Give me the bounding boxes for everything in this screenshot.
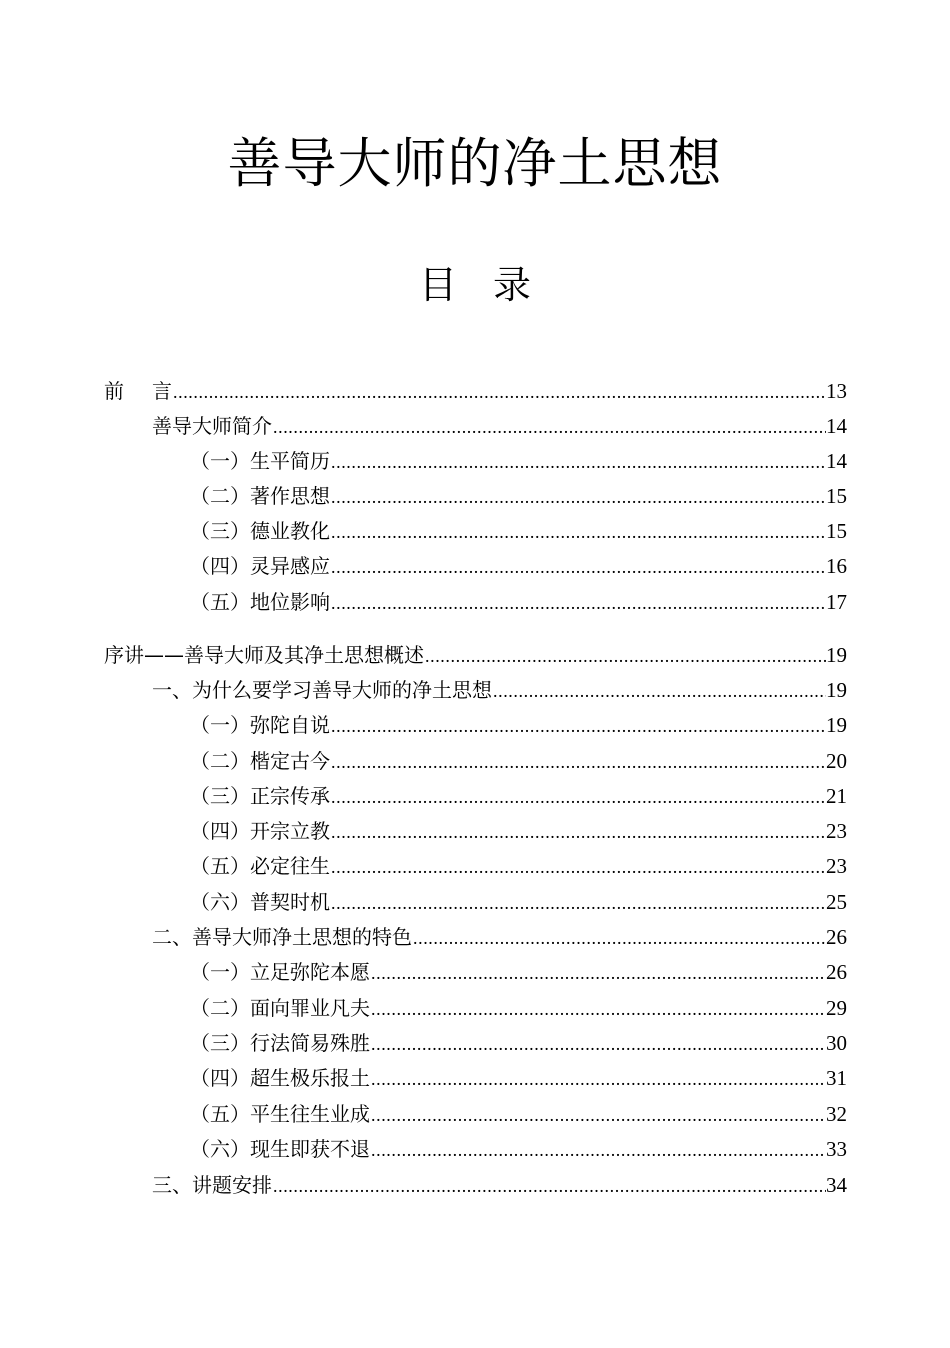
toc-entry-label: （五）平生往生业成 [190, 1102, 370, 1126]
toc-entry-page: 33 [826, 1137, 847, 1161]
toc-entry-page: 14 [826, 414, 847, 438]
toc-heading-char-1: 目 [418, 263, 457, 307]
toc-dot-leader [331, 749, 826, 775]
toc-entry-label: （五）必定往生 [190, 854, 330, 878]
toc-dot-leader [371, 1066, 826, 1092]
toc-entry[interactable] [104, 377, 847, 405]
toc-entry-page: 14 [826, 449, 847, 473]
toc-entry-label: 前 言 [104, 379, 172, 403]
toc-entry-label: 三、讲题安排 [152, 1173, 272, 1197]
toc-entry[interactable] [190, 994, 847, 1022]
toc-entry[interactable] [190, 447, 847, 475]
toc-entry-page: 13 [826, 379, 847, 403]
toc-entry-label: （四）开宗立教 [190, 819, 330, 843]
toc-entry-page: 34 [826, 1173, 847, 1197]
toc-entry[interactable] [190, 1064, 847, 1092]
toc-entry-label: 二、善导大师净土思想的特色 [152, 925, 412, 949]
toc-entry[interactable] [190, 1029, 847, 1057]
toc-entry[interactable] [190, 852, 847, 880]
toc-entry[interactable] [152, 412, 847, 440]
toc-entry-label: 善导大师简介 [152, 414, 272, 438]
toc-dot-leader [413, 925, 826, 951]
toc-entry-label: （二）面向罪业凡夫 [190, 996, 370, 1020]
toc-entry[interactable] [190, 782, 847, 810]
toc-entry-label: （四）灵异感应 [190, 554, 330, 578]
toc-dot-leader [331, 519, 826, 545]
document-title: 善导大师的净土思想 [227, 132, 723, 195]
toc-entry[interactable] [104, 641, 847, 669]
toc-dot-leader [331, 713, 826, 739]
toc-entry[interactable] [190, 1100, 847, 1128]
toc-entry-page: 15 [826, 519, 847, 543]
toc-entry-label: 一、为什么要学习善导大师的净土思想 [152, 678, 492, 702]
toc-entry[interactable] [190, 517, 847, 545]
toc-entry[interactable] [152, 1171, 847, 1199]
toc-entry-label: （二）著作思想 [190, 484, 330, 508]
toc-entry[interactable] [190, 482, 847, 510]
toc-entry-page: 21 [826, 784, 847, 808]
toc-entry-page: 20 [826, 749, 847, 773]
toc-entry-page: 32 [826, 1102, 847, 1126]
toc-entry[interactable] [190, 888, 847, 916]
toc-entry-page: 25 [826, 890, 847, 914]
toc-dot-leader [493, 678, 826, 704]
toc-entry-label: （四）超生极乐报土 [190, 1066, 370, 1090]
toc-dot-leader [331, 819, 826, 845]
toc-entry[interactable] [190, 552, 847, 580]
toc-entry[interactable] [190, 747, 847, 775]
toc-entry-page: 23 [826, 819, 847, 843]
toc-entry[interactable] [152, 923, 847, 951]
toc-entry-page: 19 [826, 713, 847, 737]
toc-entry-label: （三）正宗传承 [190, 784, 330, 808]
toc-entry-label: （六）现生即获不退 [190, 1137, 370, 1161]
toc-dot-leader [371, 960, 826, 986]
toc-entry-label: （三）行法简易殊胜 [190, 1031, 370, 1055]
toc-entry[interactable] [190, 1135, 847, 1163]
toc-dot-leader [331, 449, 826, 475]
toc-heading-char-2: 录 [493, 263, 532, 307]
toc-entry[interactable] [190, 958, 847, 986]
toc-entry[interactable] [190, 817, 847, 845]
toc-dot-leader [331, 854, 826, 880]
toc-entry-page: 26 [826, 960, 847, 984]
toc-dot-leader [331, 890, 826, 916]
toc-entry-page: 15 [826, 484, 847, 508]
toc-dot-leader [273, 414, 826, 440]
toc-entry[interactable] [190, 711, 847, 739]
toc-dot-leader [371, 996, 826, 1022]
toc-dot-leader [273, 1173, 826, 1199]
toc-entry-page: 16 [826, 554, 847, 578]
toc-entry-page: 29 [826, 996, 847, 1020]
toc-dot-leader [425, 643, 826, 669]
toc-entry-page: 26 [826, 925, 847, 949]
toc-entry-label: （一）弥陀自说 [190, 713, 330, 737]
toc-dot-leader [173, 379, 826, 405]
toc-entry-page: 31 [826, 1066, 847, 1090]
toc-entry-label: （一）立足弥陀本愿 [190, 960, 370, 984]
toc-entry-page: 17 [826, 590, 847, 614]
toc-dot-leader [331, 784, 826, 810]
toc-entry-label: （二）楷定古今 [190, 749, 330, 773]
toc-entry-page: 19 [826, 678, 847, 702]
toc-entry-label: 序讲——善导大师及其净土思想概述 [104, 643, 424, 667]
toc-entry-page: 19 [826, 643, 847, 667]
toc-entry-label: （一）生平简历 [190, 449, 330, 473]
toc-dot-leader [371, 1102, 826, 1128]
toc-dot-leader [331, 484, 826, 510]
toc-dot-leader [331, 590, 826, 616]
toc-entry[interactable] [190, 588, 847, 616]
toc-dot-leader [331, 554, 826, 580]
toc-entry-page: 30 [826, 1031, 847, 1055]
toc-entry-label: （三）德业教化 [190, 519, 330, 543]
toc-entry-label: （六）普契时机 [190, 890, 330, 914]
toc-dot-leader [371, 1137, 826, 1163]
toc-entry-page: 23 [826, 854, 847, 878]
toc-entry[interactable] [152, 676, 847, 704]
toc-dot-leader [371, 1031, 826, 1057]
toc-entry-label: （五）地位影响 [190, 590, 330, 614]
